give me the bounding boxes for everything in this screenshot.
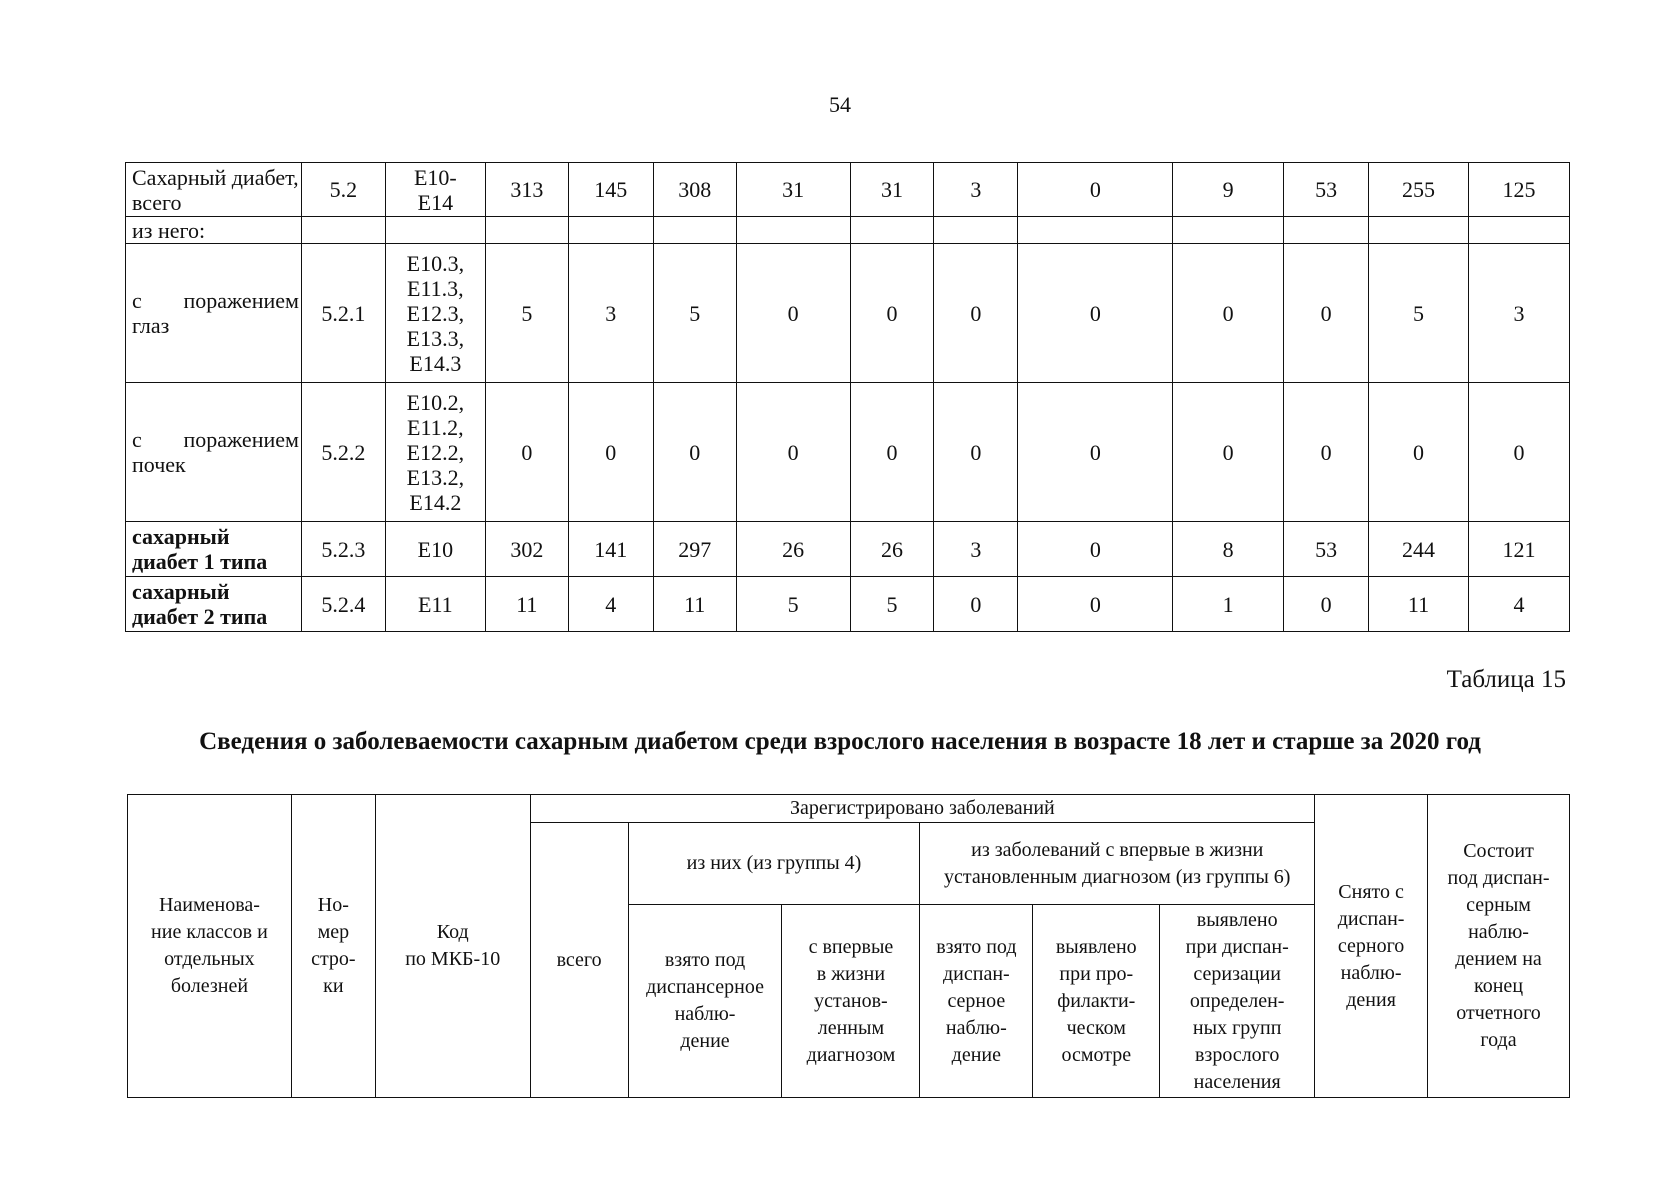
icd-code-cell: E11 <box>385 577 485 632</box>
value-cell: 0 <box>1284 244 1369 383</box>
row-number-cell: 5.2 <box>301 163 385 217</box>
value-cell <box>1369 217 1469 244</box>
value-cell: 3 <box>934 163 1018 217</box>
row-number-cell: 5.2.1 <box>301 244 385 383</box>
table-row <box>126 244 1570 383</box>
icd-code-cell: E10- E14 <box>385 163 485 217</box>
header-taken-under-dispensary: взято под диспансерное наблю- дение <box>628 905 782 1098</box>
value-cell: 0 <box>1018 244 1173 383</box>
value-cell: 3 <box>568 244 653 383</box>
value-cell: 297 <box>653 522 736 577</box>
value-cell: 31 <box>736 163 850 217</box>
value-cell: 5 <box>736 577 850 632</box>
value-cell: 8 <box>1173 522 1284 577</box>
value-cell: 0 <box>736 244 850 383</box>
value-cell: 26 <box>736 522 850 577</box>
table-title: Сведения о заболеваемости сахарным диабетом среди взрослого населения в возрасте 18 лет и старше за 2020 год <box>199 728 1481 755</box>
table-row <box>126 217 1570 244</box>
disease-name-cell: сахарный диабет 2 типа <box>126 577 302 632</box>
value-cell: 0 <box>1284 383 1369 522</box>
header-taken-under-dispensary-2: взято под диспан- серное наблю- дение <box>920 905 1033 1098</box>
icd-code-cell <box>385 217 485 244</box>
value-cell: 0 <box>1018 383 1173 522</box>
value-cell: 125 <box>1468 163 1569 217</box>
header-registered-diseases: Зарегистрировано заболеваний <box>530 795 1314 823</box>
value-cell: 0 <box>1284 577 1369 632</box>
value-cell: 141 <box>568 522 653 577</box>
value-cell <box>1468 217 1569 244</box>
value-cell: 121 <box>1468 522 1569 577</box>
header-total: всего <box>530 823 628 1098</box>
table-15-header <box>127 794 1570 1098</box>
value-cell: 31 <box>850 163 934 217</box>
value-cell <box>653 217 736 244</box>
value-cell: 4 <box>568 577 653 632</box>
row-number-cell: 5.2.2 <box>301 383 385 522</box>
value-cell: 5 <box>1369 244 1469 383</box>
value-cell: 255 <box>1369 163 1469 217</box>
disease-name-cell: с поражением глаз <box>126 244 302 383</box>
value-cell: 145 <box>568 163 653 217</box>
value-cell <box>485 217 568 244</box>
value-cell <box>736 217 850 244</box>
value-cell: 0 <box>1018 522 1173 577</box>
value-cell: 5 <box>485 244 568 383</box>
value-cell: 0 <box>934 383 1018 522</box>
value-cell: 26 <box>850 522 934 577</box>
header-found-dispensarization: выявлено при диспан- серизации определен- ных групп взрослого населения <box>1160 905 1315 1098</box>
value-cell: 0 <box>934 577 1018 632</box>
value-cell <box>1284 217 1369 244</box>
value-cell: 308 <box>653 163 736 217</box>
row-number-cell: 5.2.3 <box>301 522 385 577</box>
value-cell: 313 <box>485 163 568 217</box>
value-cell: 0 <box>1018 577 1173 632</box>
table-label: Таблица 15 <box>1446 666 1566 693</box>
value-cell: 0 <box>850 244 934 383</box>
value-cell: 11 <box>485 577 568 632</box>
value-cell: 53 <box>1284 522 1369 577</box>
disease-name-cell: Сахарный диабет, всего <box>126 163 302 217</box>
value-cell: 0 <box>1173 244 1284 383</box>
header-removed-from-dispensary: Снято с диспан- серного наблю- дения <box>1315 795 1428 1098</box>
value-cell: 5 <box>850 577 934 632</box>
value-cell: 1 <box>1173 577 1284 632</box>
table-row <box>126 577 1570 632</box>
value-cell: 0 <box>1369 383 1469 522</box>
table-body <box>126 163 1570 632</box>
value-cell: 0 <box>934 244 1018 383</box>
icd-code-cell: E10 <box>385 522 485 577</box>
value-cell: 0 <box>1173 383 1284 522</box>
header-remains-under-dispensary: Состоит под диспан- серным наблю- дением на конец отчетного года <box>1428 795 1570 1098</box>
table-row <box>126 522 1570 577</box>
disease-name-cell: с поражением почек <box>126 383 302 522</box>
value-cell <box>934 217 1018 244</box>
value-cell: 11 <box>653 577 736 632</box>
header-row-number: Но- мер стро- ки <box>291 795 375 1098</box>
disease-name-cell: из него: <box>126 217 302 244</box>
icd-code-cell: E10.3, E11.3, E12.3, E13.3, E14.3 <box>385 244 485 383</box>
value-cell <box>1018 217 1173 244</box>
value-cell <box>1173 217 1284 244</box>
header-first-time-diagnosis: с впервые в жизни установ- ленным диагнозом <box>782 905 920 1098</box>
header-of-them-group4: из них (из группы 4) <box>628 823 920 905</box>
value-cell: 302 <box>485 522 568 577</box>
value-cell: 0 <box>1018 163 1173 217</box>
table-row <box>126 383 1570 522</box>
value-cell: 3 <box>934 522 1018 577</box>
header-disease-name: Наименова- ние классов и отдельных болезней <box>128 795 292 1098</box>
header-of-new-group6: из заболеваний с впервые в жизни установленным диагнозом (из группы 6) <box>920 823 1315 905</box>
value-cell: 0 <box>568 383 653 522</box>
row-number-cell: 5.2.4 <box>301 577 385 632</box>
value-cell: 0 <box>653 383 736 522</box>
header-icd-code: Код по МКБ-10 <box>375 795 530 1098</box>
value-cell: 244 <box>1369 522 1469 577</box>
disease-name-cell: сахарный диабет 1 типа <box>126 522 302 577</box>
value-cell: 11 <box>1369 577 1469 632</box>
value-cell <box>568 217 653 244</box>
table-row <box>126 163 1570 217</box>
value-cell: 0 <box>1468 383 1569 522</box>
value-cell: 0 <box>850 383 934 522</box>
value-cell: 3 <box>1468 244 1569 383</box>
icd-code-cell: E10.2, E11.2, E12.2, E13.2, E14.2 <box>385 383 485 522</box>
header-found-prophylactic: выявлено при про- филакти- ческом осмотре <box>1033 905 1160 1098</box>
page-number: 54 <box>829 92 851 117</box>
value-cell: 4 <box>1468 577 1569 632</box>
value-cell: 5 <box>653 244 736 383</box>
value-cell: 53 <box>1284 163 1369 217</box>
value-cell <box>850 217 934 244</box>
diabetes-table-continued <box>125 162 1570 632</box>
row-number-cell <box>301 217 385 244</box>
value-cell: 0 <box>485 383 568 522</box>
value-cell: 0 <box>736 383 850 522</box>
value-cell: 9 <box>1173 163 1284 217</box>
